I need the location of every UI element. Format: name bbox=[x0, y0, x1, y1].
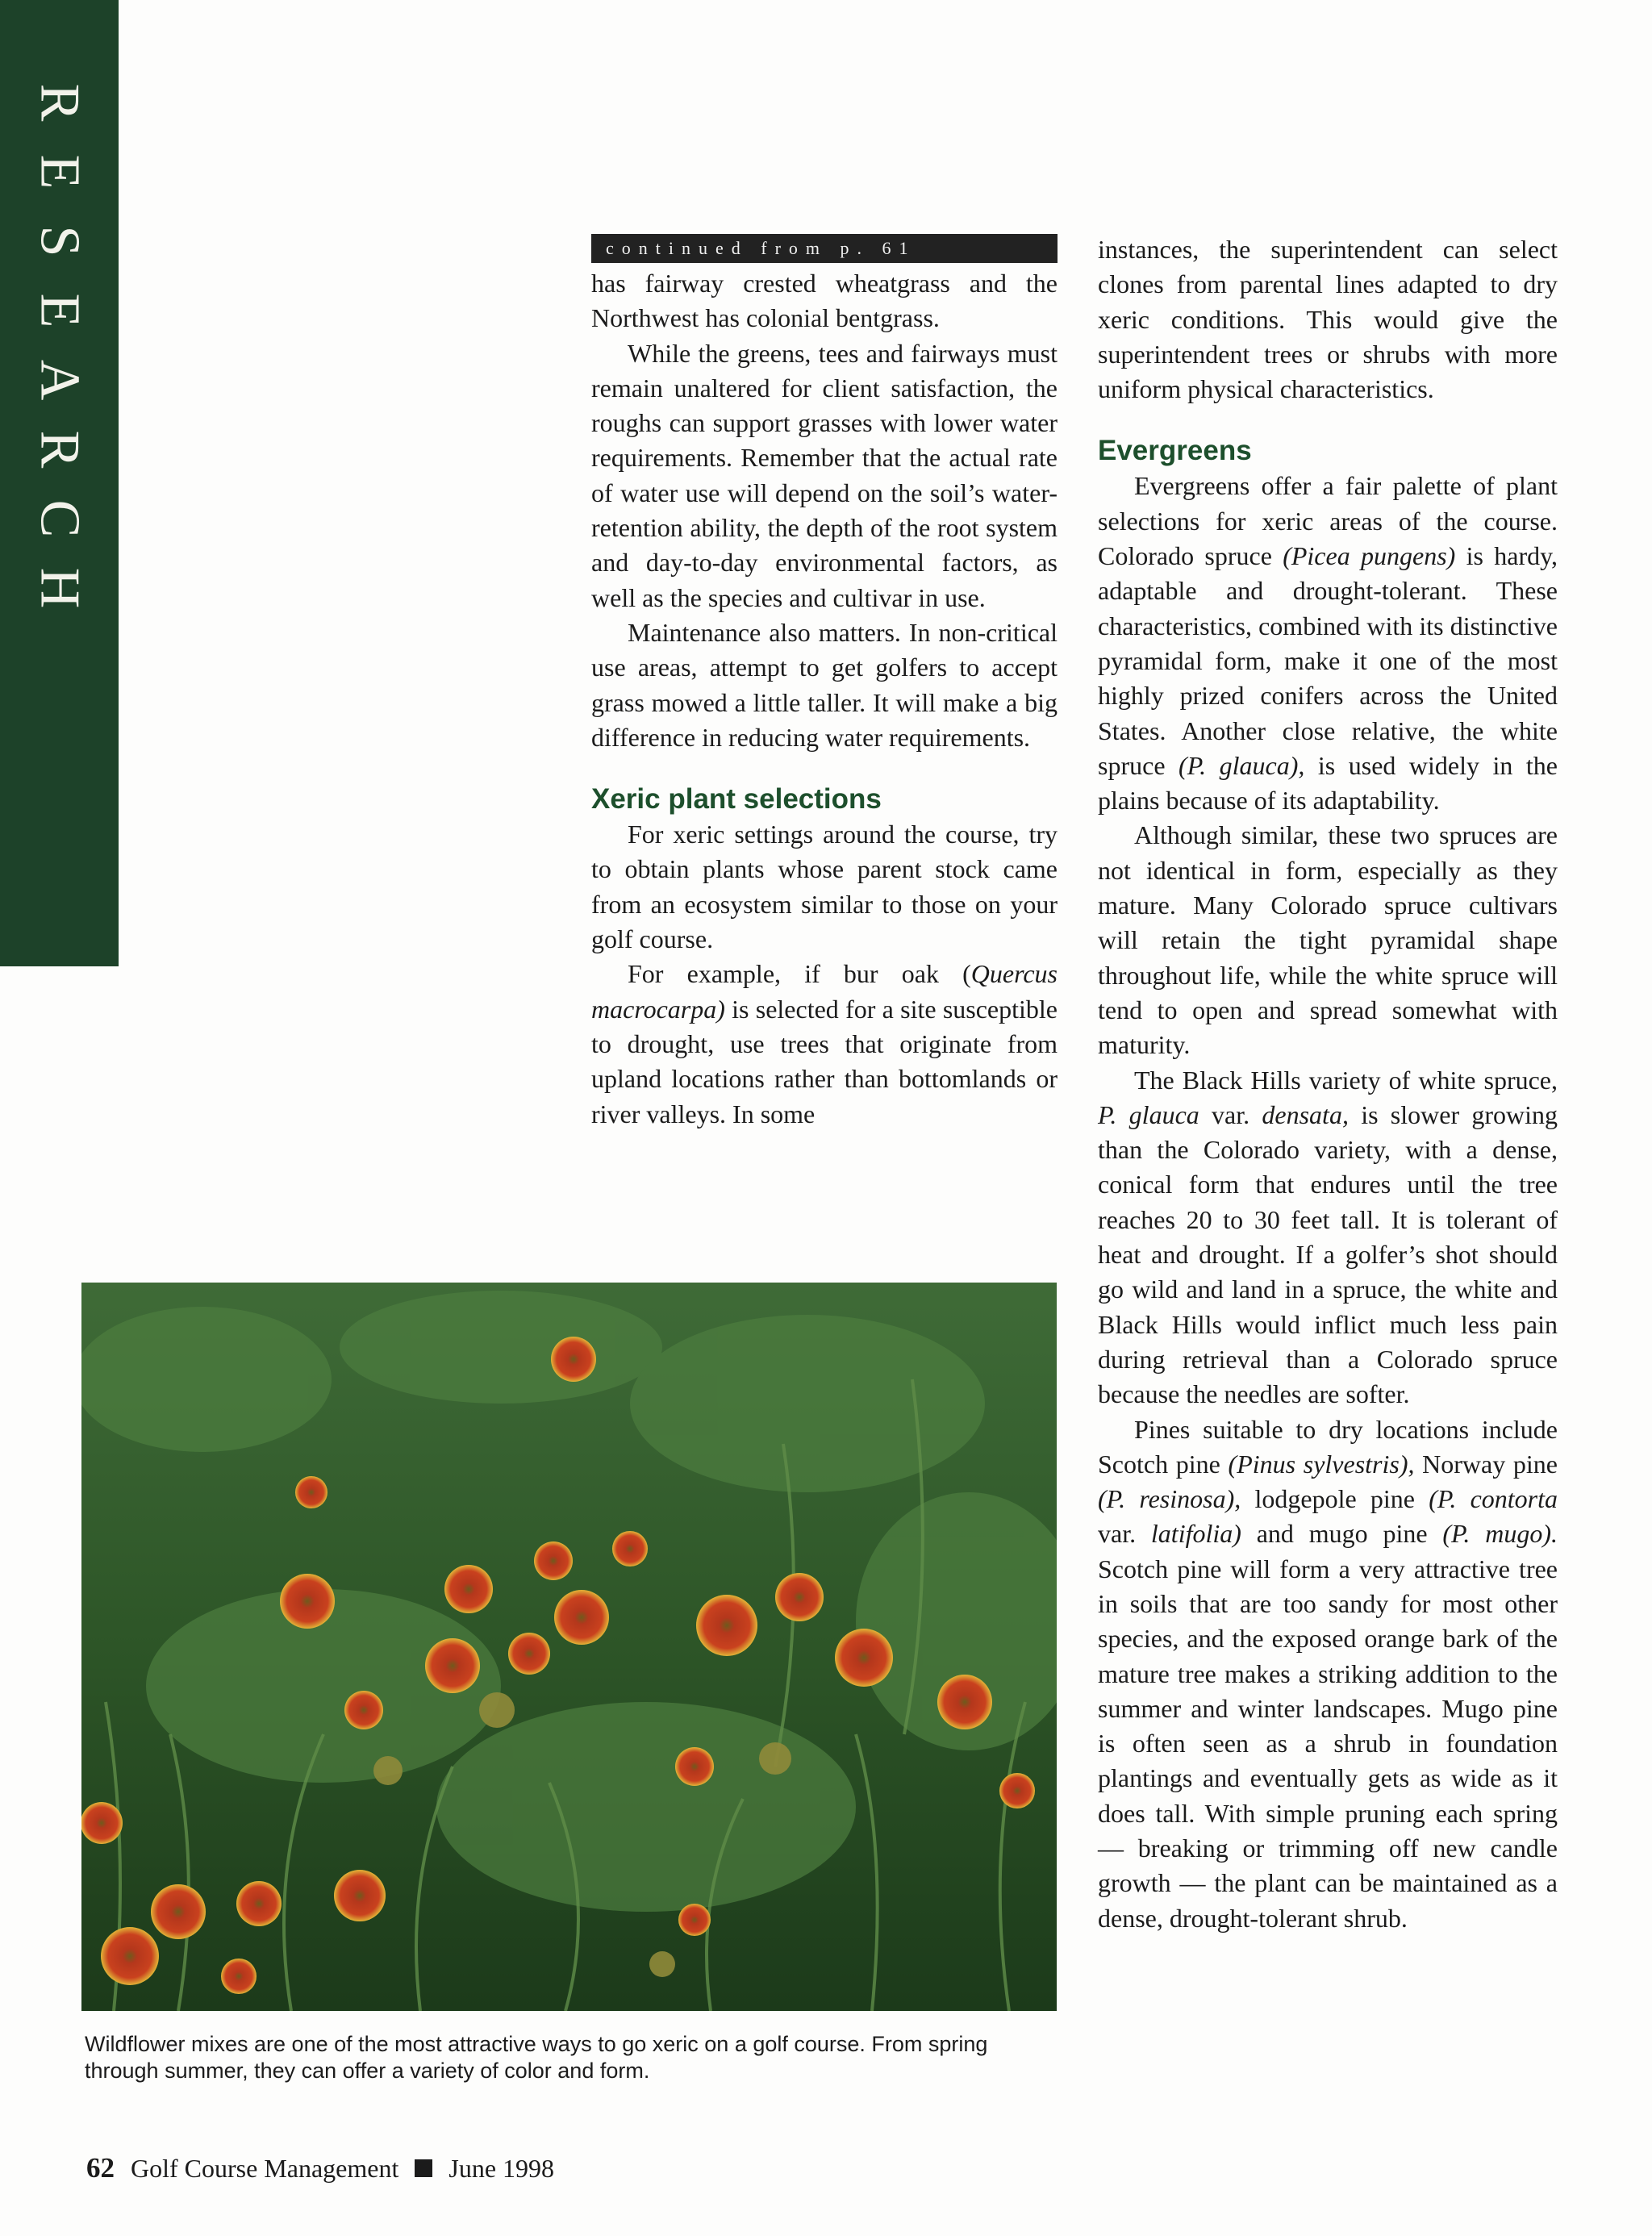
latin-name: latifolia) bbox=[1150, 1519, 1241, 1549]
latin-name: (P. mugo). bbox=[1442, 1519, 1558, 1549]
section-heading: Xeric plant selections bbox=[591, 783, 882, 816]
issue-date: June 1998 bbox=[448, 2154, 555, 2183]
section-letter: S bbox=[28, 225, 91, 257]
wildflower-photo bbox=[81, 1283, 1057, 2011]
latin-name: (P. resinosa), bbox=[1098, 1484, 1241, 1514]
paragraph: instances, the superintendent can select clones from parental lines adapted to dry xeric conditions. This would give the superintendent trees or shrubs with more uniform physical characteristics. bbox=[1098, 235, 1558, 404]
page-footer bbox=[86, 2152, 554, 2184]
paragraph: Evergreens offer a fair palette of plant selections for xeric areas of the course. Colorado spruce (Picea pungens) is hardy, adaptable and drought-tolerant. These characteristics, combined with its distinctive pyramidal form, make it one of the most highly prized conifers across the United States. Another close relative, the white spruce (P. glauca), is used widely in the plains because of its adaptability. bbox=[1098, 471, 1558, 816]
section-letter: A bbox=[28, 359, 91, 401]
text-column-1 bbox=[591, 234, 1058, 1132]
paragraph: For xeric settings around the course, try to obtain plants whose parent stock came from an ecosystem similar to those on your golf course. bbox=[591, 820, 1058, 954]
continued-label: continued from p. 61 bbox=[591, 234, 1058, 263]
section-letter: R bbox=[28, 83, 91, 122]
paragraph: The Black Hills variety of white spruce, P. glauca var. densata, is slower growing than the Colorado variety, with a dense, conical form that endures until the tree reaches 20 to 30 feet tall. It is tolerant of heat and drought. If a golfer’s shot should go wild and land in a spruce, the white and Black Hills would inflict much less pain during retrieval than a Colorado spruce because the needles are softer. bbox=[1098, 1065, 1558, 1409]
section-letter: E bbox=[28, 293, 91, 328]
square-separator-icon bbox=[415, 2159, 432, 2177]
latin-name: P. glauca bbox=[1098, 1099, 1199, 1129]
latin-name: (P. glauca), bbox=[1179, 750, 1305, 780]
section-tab bbox=[0, 0, 119, 966]
latin-name: (Picea pungens) bbox=[1283, 541, 1456, 571]
latin-name: densata, bbox=[1262, 1099, 1349, 1129]
section-tab-letters bbox=[0, 68, 119, 623]
publication-name: Golf Course Management bbox=[131, 2154, 399, 2183]
latin-name: Quercus macrocarpa) bbox=[591, 959, 1058, 1024]
latin-name: (Pinus sylvestris), bbox=[1228, 1449, 1415, 1479]
section-letter: H bbox=[28, 567, 91, 609]
latin-name: (P. contorta bbox=[1429, 1484, 1558, 1514]
photo-caption: Wildflower mixes are one of the most attractive ways to go xeric on a golf course. From spring through summer, they can offer a variety of color and form. bbox=[85, 2032, 988, 2083]
paragraph: For example, if bur oak (Quercus macrocarpa) is selected for a site susceptible to drought, use trees that originate from upland locations rather than bottomlands or river valleys. In some bbox=[591, 959, 1058, 1128]
section-heading: Evergreens bbox=[1098, 435, 1252, 467]
paragraph: Although similar, these two spruces are not identical in form, especially as they mature. Many Colorado spruce cultivars will retain the tight pyramidal shape throughout life, while the white spruce will tend to open and spread somewhat with maturity. bbox=[1098, 820, 1558, 1060]
section-letter: E bbox=[28, 154, 91, 190]
paragraph: While the greens, tees and fairways must remain unaltered for client satisfaction, the roughs can support grasses with lower water requirements. Remember that the actual rate of water use will depend on the soil’s water-retention ability, the depth of the root system and day-to-day environmental factors, as well as the species and cultivar in use. bbox=[591, 338, 1058, 612]
paragraph: has fairway crested wheatgrass and the Northwest has colonial bentgrass. bbox=[591, 269, 1058, 333]
page-number: 62 bbox=[86, 2152, 115, 2184]
text-column-2 bbox=[1098, 232, 1558, 1936]
paragraph: Maintenance also matters. In non-critical use areas, attempt to get golfers to accept grass mowed a little taller. It will make a big difference in reducing water requirements. bbox=[591, 617, 1058, 752]
paragraph: Pines suitable to dry locations include Scotch pine (Pinus sylvestris), Norway pine (P. resinosa), lodgepole pine (P. contorta var. latifolia) and mugo pine (P. mugo). Scotch pine will form a very attractive tree in soils that are too sandy for most other species, and the exposed orange bark of the mature tree makes a striking addition to the summer and winter landscapes. Mugo pine is often seen as a shrub in foundation plantings and eventually gets as wide as it does tall. With simple pruning each spring — breaking or trimming off new candle growth — the plant can be maintained as a dense, drought-tolerant shrub. bbox=[1098, 1414, 1558, 1933]
section-letter: C bbox=[28, 499, 91, 538]
section-letter: R bbox=[28, 430, 91, 469]
